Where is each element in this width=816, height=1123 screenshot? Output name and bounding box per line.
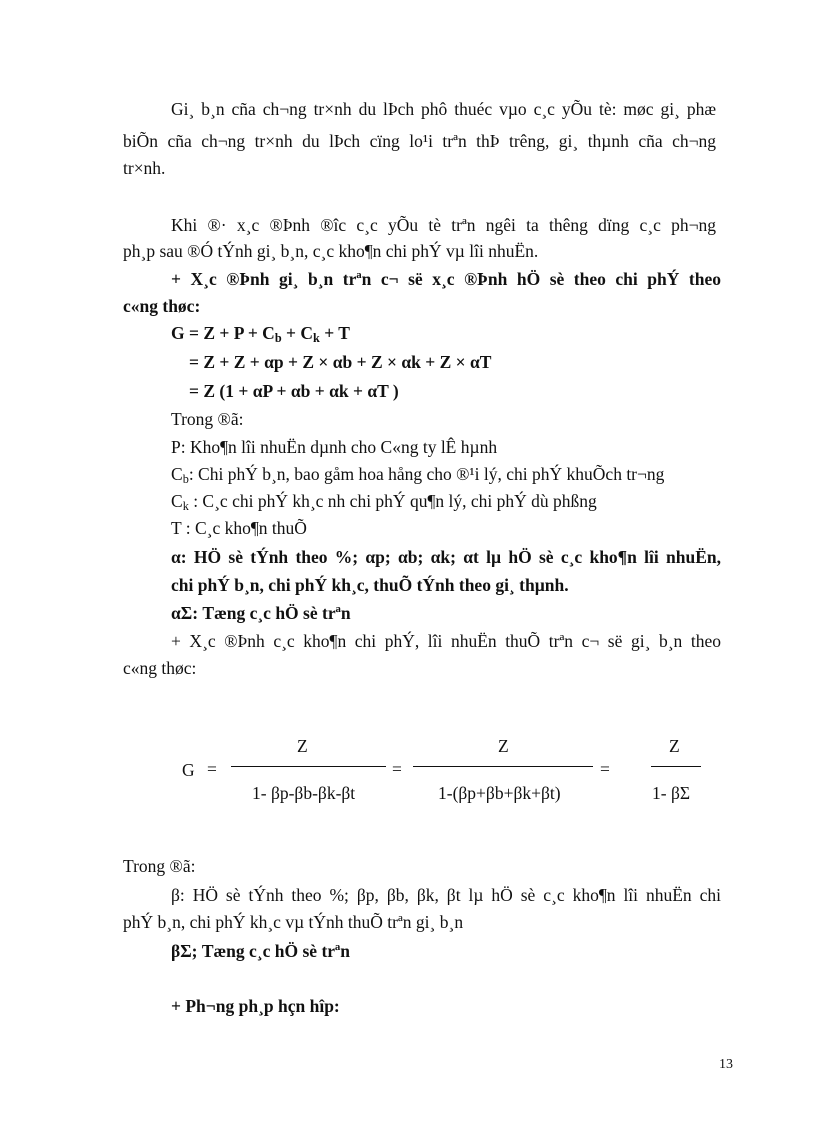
fraction3-denominator: 1- βΣ xyxy=(652,783,691,803)
method3-line1: + Ph¬ng ph¸p hçn hîp: xyxy=(171,996,340,1016)
where1-heading: Trong ®ã: xyxy=(171,409,244,429)
beta-sigma: βΣ; Tæng c¸c hÖ sè trªn xyxy=(171,941,351,961)
formula-line3: = Z (1 + αP + αb + αk + αT ) xyxy=(189,381,399,401)
formula-lhs: G xyxy=(182,760,195,780)
fraction1-bar xyxy=(231,766,386,767)
method2-line2: c«ng thøc: xyxy=(123,658,197,678)
cb-definition: $C_b$: Chi phÝ b¸n, bao gåm hoa hång cho ®¹i lý, chi phÝ khuÕch tr¬ng xyxy=(171,464,665,487)
formula-line2: = Z + Z + αp + Z × αb + Z × αk + Z × αT xyxy=(189,352,492,372)
para1-line2: biÕn cña ch¬ng tr×nh du lÞch cïng lo¹i trªn thÞ trêng, gi¸ thµnh cña ch¬ng xyxy=(123,131,716,151)
t-definition: T : C¸c kho¶n thuÕ xyxy=(171,518,307,538)
fraction2-numerator: Z xyxy=(498,736,509,756)
fraction1-denominator: 1- βp-βb-βk-βt xyxy=(252,783,356,803)
equals-sign-2: = xyxy=(392,759,402,779)
fraction1-numerator: Z xyxy=(297,736,308,756)
beta-line1: β: HÖ sè tÝnh theo %; βp, βb, βk, βt lµ hÖ sè c¸c kho¶n lîi nhuËn chi xyxy=(171,885,721,905)
where2-heading: Trong ®ã: xyxy=(123,856,196,876)
alpha-line2: chi phÝ b¸n, chi phÝ kh¸c, thuÕ tÝnh theo gi¸ thµnh. xyxy=(171,575,569,595)
ck-definition: $C_k$ : C¸c chi phÝ kh¸c nh chi phÝ qu¶n lý, chi phÝ dù phßng xyxy=(171,491,597,514)
alpha-line1: α: HÖ sè tÝnh theo %; αp; αb; αk; αt lµ hÖ sè c¸c kho¶n lîi nhuËn, xyxy=(171,547,721,567)
formula-line1: $G = Z + P + C_b + C_k + T$ xyxy=(171,323,350,346)
para1-line3: tr×nh. xyxy=(123,158,166,178)
method1-line1: + X¸c ®Þnh gi¸ b¸n trªn c¬ së x¸c ®Þnh hÖ sè theo chi phÝ theo xyxy=(171,269,721,289)
fraction2-denominator: 1-(βp+βb+βk+βt) xyxy=(438,783,561,803)
equals-sign-3: = xyxy=(600,759,610,779)
beta-line2: phÝ b¸n, chi phÝ kh¸c vµ tÝnh thuÕ trªn gi¸ b¸n xyxy=(123,912,464,932)
method2-line1: + X¸c ®Þnh c¸c kho¶n chi phÝ, lîi nhuËn thuÕ trªn c¬ së gi¸ b¸n theo xyxy=(171,631,721,651)
fraction2-bar xyxy=(413,766,593,767)
alpha-sigma: αΣ: Tæng c¸c hÖ sè trªn xyxy=(171,603,351,623)
para1-line1: Gi¸ b¸n cña ch¬ng tr×nh du lÞch phô thuéc vµo c¸c yÕu tè: møc gi¸ phæ xyxy=(171,99,716,119)
fraction3-numerator: Z xyxy=(669,736,680,756)
method1-line2: c«ng thøc: xyxy=(123,296,201,316)
para2-line1: Khi ®· x¸c ®Þnh ®îc c¸c yÕu tè trªn ngêi ta thêng dïng c¸c ph¬ng xyxy=(171,215,716,235)
p-definition: P: Kho¶n lîi nhuËn dµnh cho C«ng ty lÊ hµnh xyxy=(171,437,498,457)
para2-line2: ph¸p sau ®Ó tÝnh gi¸ b¸n, c¸c kho¶n chi phÝ vµ lîi nhuËn. xyxy=(123,241,539,261)
page-number: 13 xyxy=(719,1057,733,1072)
equals-sign-1: = xyxy=(207,759,217,779)
fraction3-bar xyxy=(651,766,701,767)
